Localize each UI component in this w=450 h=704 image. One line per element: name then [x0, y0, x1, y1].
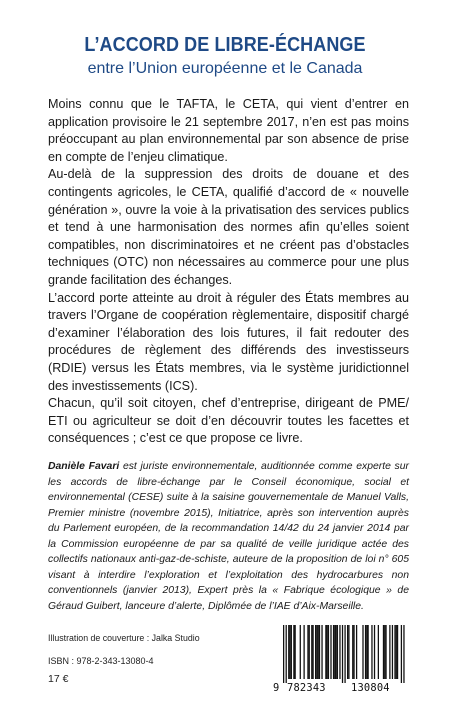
barcode-bar	[335, 625, 336, 679]
barcode-bar	[392, 625, 393, 679]
barcode-bar	[303, 625, 304, 679]
barcode-bars	[273, 625, 409, 683]
barcode-bar	[319, 625, 320, 679]
barcode-bar	[307, 625, 308, 679]
barcode-bar	[300, 625, 301, 679]
author-bio	[48, 459, 409, 614]
author-bio-text: est juriste environnementale, auditionnée comme experte sur les accords de libre-échange par le Conseil économique, social et environnemental (CESE) suite à la saisine gouvernementale de Manuel Valls, Premier ministre (novembre 2015), Initiatrice, après son intervention auprès du Parlement européen, de la recommandation 14/42 du 24 janvier 2014 par la Commission européenne de par sa qualité de veille juridique actée des collectifs nationaux anti-gaz-de-schiste, auteure de la proposition de loi n° 605 visant à interdire l’exploration et l’exploitation des hydrocarbures non conventionnels (janvier 2013), Expert près la « Fabrique écologique » de Géraud Guibert, lanceure d’alerte, Diplômée de l’IAE d’Aix-Marseille.	[48, 461, 409, 612]
barcode-bar	[374, 625, 375, 679]
barcode-bar	[371, 625, 372, 679]
barcode-bar	[378, 625, 379, 679]
barcode-bar	[385, 625, 386, 679]
barcode-bar	[383, 625, 384, 679]
barcode-bar	[389, 625, 390, 679]
blurb-paragraph: Chacun, qu’il soit citoyen, chef d’entreprise, dirigeant de PME/ ETI ou agriculteur se doit d’en découvrir toutes les facettes et conséquences ; c’est ce que propose ce livre.	[48, 396, 409, 446]
barcode-bar	[327, 625, 328, 679]
barcode-bar	[330, 625, 331, 679]
barcode-bar	[321, 625, 322, 679]
barcode-bar	[365, 625, 366, 679]
barcode-bar	[403, 625, 404, 683]
barcode-bar	[339, 625, 340, 679]
barcode-bar	[401, 625, 402, 683]
barcode	[273, 625, 409, 699]
illustration-credit: Illustration de couverture : Jalka Studio	[48, 633, 200, 643]
barcode-bar	[396, 625, 397, 679]
barcode-bar	[291, 625, 292, 679]
barcode-bar	[289, 625, 290, 679]
barcode-bar	[366, 625, 367, 679]
barcode-bar	[333, 625, 334, 679]
barcode-bar	[295, 625, 296, 679]
blurb-paragraph: L’accord porte atteinte au droit à réguler des États membres au travers l’Organe de coopération règlementaire, dispositif chargé d’examiner l’élaboration des lois futures, il fait redouter des procédures de règlement des différends des investisseurs (RDIE) versus les États membres, via le système juridictionnel des investissements (ICS).	[48, 290, 409, 393]
barcode-bar	[356, 625, 357, 679]
barcode-bar	[353, 625, 354, 679]
blurb-paragraph: Moins connu que le TAFTA, le CETA, qui vient d’entrer en application provisoire le 21 septembre 2017, n’en est pas moins préoccupant au plan environnemental par son absence de prise en compte de l’enjeu climatique.	[48, 97, 409, 164]
barcode-bar	[286, 625, 287, 683]
barcode-bar	[348, 625, 349, 679]
barcode-bar	[312, 625, 313, 679]
author-name: Danièle Favari	[48, 461, 120, 472]
barcode-bar	[362, 625, 363, 679]
barcode-bar	[315, 625, 316, 679]
back-cover-blurb	[48, 96, 409, 448]
barcode-bar	[328, 625, 329, 679]
barcode-bar	[288, 625, 289, 679]
barcode-bar	[316, 625, 317, 679]
blurb-paragraph: Au-delà de la suppression des droits de douane et des contingents agricoles, le CETA, qualifié d’accord de « nouvelle génération », ouvre la voie à la privatisation des services publics et tend à une harmonisation des normes afin qu’elles soient compatibles, non discriminatoires et ne créent pas d’obstacles techniques (OTC) non nécessaires au commerce pour une plus grande facilitation des échanges.	[48, 167, 409, 287]
price: 17 €	[48, 673, 69, 685]
book-subtitle: entre l’Union européenne et le Canada	[87, 60, 363, 77]
barcode-bar	[352, 625, 353, 679]
book-title: L’ACCORD DE LIBRE-ÉCHANGE	[84, 34, 366, 56]
barcode-bar	[311, 625, 312, 679]
barcode-bar	[397, 625, 398, 679]
barcode-bar	[283, 625, 284, 683]
barcode-bar	[344, 625, 345, 683]
barcode-bar	[318, 625, 319, 679]
barcode-bar	[394, 625, 395, 679]
barcode-bar	[334, 625, 335, 679]
barcode-bar	[325, 625, 326, 679]
barcode-bar	[342, 625, 343, 683]
barcode-bar	[384, 625, 385, 679]
barcode-bar	[309, 625, 310, 679]
barcode-bar	[293, 625, 294, 679]
barcode-bar	[367, 625, 368, 679]
barcode-bar	[337, 625, 338, 679]
barcode-bar	[347, 625, 348, 679]
isbn: ISBN : 978-2-343-13080-4	[48, 656, 154, 666]
barcode-digit-group-right: 130804	[351, 682, 390, 694]
barcode-digit-lead: 9	[273, 682, 280, 694]
barcode-digit-group-left: 782343	[287, 682, 326, 694]
